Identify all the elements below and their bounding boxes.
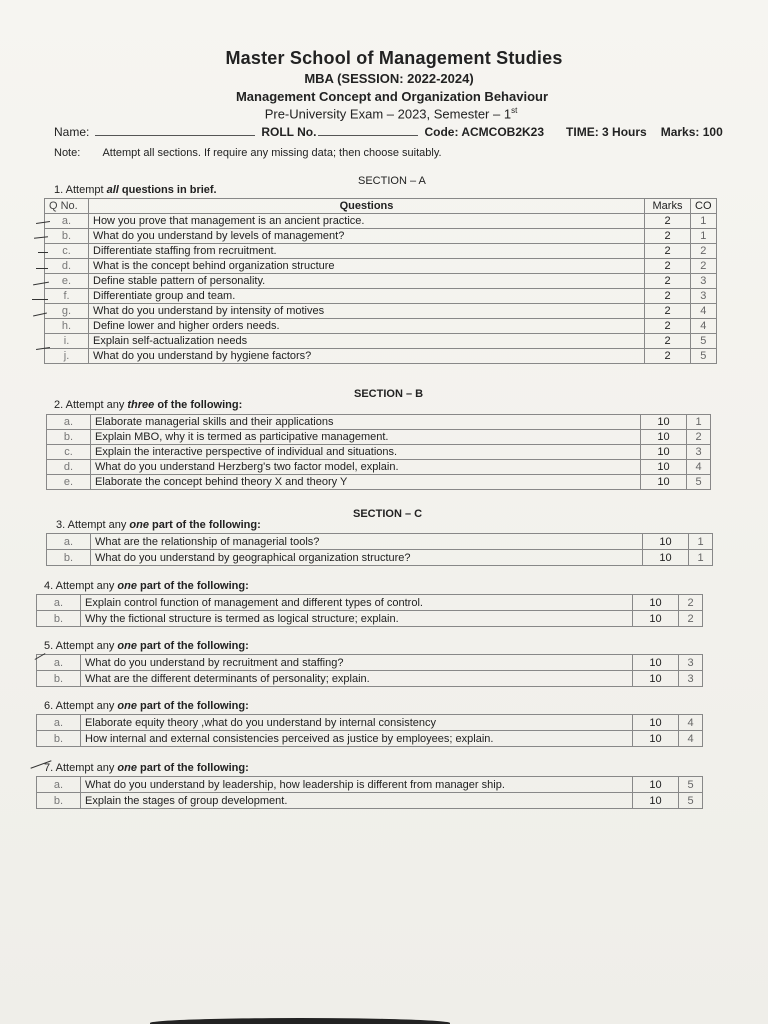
heading-prefix: 4. Attempt any	[44, 580, 118, 592]
question-co: 2	[687, 430, 711, 445]
table-row	[37, 595, 703, 611]
table-row	[37, 793, 703, 809]
heading-prefix: 1. Attempt	[54, 184, 107, 196]
question-number: b.	[37, 671, 81, 687]
section-c-title: SECTION – C	[353, 508, 423, 520]
question-number: a.	[45, 214, 89, 229]
question-7-heading	[44, 762, 249, 774]
heading-em: one	[129, 519, 149, 531]
question-rows	[47, 534, 713, 566]
question-text: Explain the interactive perspective of individual and situations.	[91, 445, 641, 460]
question-co: 3	[691, 289, 717, 304]
heading-em: one	[117, 580, 137, 592]
question-text: How internal and external consistencies perceived as justice by employees; explain.	[81, 731, 633, 747]
question-marks: 10	[633, 671, 679, 687]
question-6-table	[36, 714, 703, 747]
heading-em: one	[117, 640, 137, 652]
question-text: Define lower and higher orders needs.	[89, 319, 645, 334]
note-row	[54, 147, 442, 159]
heading-em: three	[127, 399, 155, 411]
question-number: b.	[47, 430, 91, 445]
question-rows	[37, 715, 703, 747]
question-marks: 10	[643, 534, 689, 550]
question-co: 5	[691, 334, 717, 349]
table-row	[37, 671, 703, 687]
table-row	[45, 304, 717, 319]
question-6-heading	[44, 700, 249, 712]
heading-em: one	[117, 762, 137, 774]
school-name: Master School of Management Studies	[225, 48, 563, 68]
question-marks: 2	[645, 274, 691, 289]
section-b-rows	[47, 415, 711, 490]
table-row	[45, 349, 717, 364]
table-row	[47, 430, 711, 445]
question-co: 5	[691, 349, 717, 364]
question-co: 4	[691, 304, 717, 319]
question-number: a.	[47, 415, 91, 430]
question-text: Explain MBO, why it is termed as participative management.	[91, 430, 641, 445]
table-row	[47, 534, 713, 550]
table-row	[37, 777, 703, 793]
question-text: Why the fictional structure is termed as logical structure; explain.	[81, 611, 633, 627]
question-marks: 2	[645, 259, 691, 274]
question-co: 4	[687, 460, 711, 475]
question-text: What are the relationship of managerial tools?	[91, 534, 643, 550]
heading-suffix: part of the following:	[136, 580, 249, 592]
question-text: Explain self-actualization needs	[89, 334, 645, 349]
question-rows	[37, 595, 703, 627]
section-b-title: SECTION – B	[354, 388, 424, 400]
question-marks: 2	[645, 304, 691, 319]
exam-marks: Marks: 100	[660, 125, 723, 139]
question-text: Define stable pattern of personality.	[89, 274, 645, 289]
heading-suffix: part of the following:	[136, 762, 249, 774]
question-co: 5	[679, 793, 703, 809]
question-text: Explain control function of management and different types of control.	[81, 595, 633, 611]
question-co: 1	[689, 550, 713, 566]
question-marks: 2	[645, 289, 691, 304]
heading-suffix: part of the following:	[136, 700, 249, 712]
question-marks: 2	[645, 244, 691, 259]
table-row	[45, 229, 717, 244]
question-text: Explain the stages of group development.	[81, 793, 633, 809]
question-co: 3	[687, 445, 711, 460]
question-marks: 10	[633, 777, 679, 793]
question-co: 5	[687, 475, 711, 490]
heading-suffix: of the following:	[154, 399, 243, 411]
question-number: b.	[37, 793, 81, 809]
table-row	[45, 274, 717, 289]
table-row	[45, 319, 717, 334]
heading-prefix: 6. Attempt any	[44, 700, 118, 712]
question-3-heading	[56, 519, 261, 531]
question-5-table	[36, 654, 703, 687]
heading-em: one	[117, 700, 137, 712]
subject-title: Management Concept and Organization Behaviour	[235, 89, 549, 104]
question-4-heading	[44, 580, 249, 592]
question-number: f.	[45, 289, 89, 304]
question-5-heading	[44, 640, 249, 652]
question-text: What do you understand by leadership, how leadership is different from manager ship.	[81, 777, 633, 793]
question-marks: 10	[633, 655, 679, 671]
col-qno: Q No.	[45, 199, 89, 214]
page-edge-shadow	[150, 1018, 450, 1024]
name-blank	[95, 126, 255, 136]
question-number: b.	[45, 229, 89, 244]
exam-time: TIME: 3 Hours	[566, 125, 647, 139]
question-4-table	[36, 594, 703, 627]
question-marks: 10	[633, 793, 679, 809]
question-text: What do you understand by hygiene factors?	[89, 349, 645, 364]
question-marks: 10	[641, 415, 687, 430]
question-marks: 10	[633, 611, 679, 627]
heading-suffix: questions in brief.	[118, 184, 217, 196]
question-marks: 10	[641, 445, 687, 460]
heading-suffix: part of the following:	[136, 640, 249, 652]
question-number: a.	[37, 655, 81, 671]
note-text: Attempt all sections. If require any missing data; then choose suitably.	[102, 147, 442, 159]
question-text: How you prove that management is an ancient practice.	[89, 214, 645, 229]
heading-em: all	[106, 184, 119, 196]
question-number: a.	[37, 777, 81, 793]
question-marks: 2	[645, 334, 691, 349]
question-co: 4	[691, 319, 717, 334]
exam-title	[14, 106, 768, 121]
roll-blank	[318, 126, 418, 136]
section-a-table	[44, 198, 717, 364]
question-3-table	[46, 533, 713, 566]
heading-prefix: 7. Attempt any	[44, 762, 118, 774]
question-number: b.	[37, 731, 81, 747]
exam-text: Pre-University Exam – 2023, Semester – 1	[264, 106, 512, 122]
heading-prefix: 2. Attempt any	[54, 399, 128, 411]
table-row	[47, 445, 711, 460]
section-a-heading	[54, 184, 217, 196]
table-row	[45, 334, 717, 349]
question-co: 1	[691, 214, 717, 229]
question-number: i.	[45, 334, 89, 349]
col-co: CO	[691, 199, 717, 214]
paper-header	[0, 48, 768, 121]
question-number: a.	[47, 534, 91, 550]
heading-prefix: 5. Attempt any	[44, 640, 118, 652]
table-row	[45, 289, 717, 304]
question-text: Elaborate the concept behind theory X and theory Y	[91, 475, 641, 490]
question-number: c.	[47, 445, 91, 460]
question-co: 2	[691, 259, 717, 274]
question-7-table	[36, 776, 703, 809]
table-row	[37, 611, 703, 627]
question-marks: 2	[645, 349, 691, 364]
question-number: e.	[45, 274, 89, 289]
question-number: b.	[47, 550, 91, 566]
table-row	[47, 415, 711, 430]
table-row	[37, 731, 703, 747]
table-row	[45, 214, 717, 229]
table-row	[37, 715, 703, 731]
meta-row	[54, 125, 734, 139]
note-label: Note:	[54, 147, 81, 159]
question-number: h.	[45, 319, 89, 334]
table-row	[37, 655, 703, 671]
section-b-table	[46, 414, 711, 490]
question-text: Differentiate staffing from recruitment.	[89, 244, 645, 259]
question-number: j.	[45, 349, 89, 364]
question-co: 2	[691, 244, 717, 259]
question-text: What do you understand Herzberg's two factor model, explain.	[91, 460, 641, 475]
table-row	[47, 475, 711, 490]
question-text: What are the different determinants of personality; explain.	[81, 671, 633, 687]
name-label: Name:	[54, 125, 90, 139]
question-text: What do you understand by geographical organization structure?	[91, 550, 643, 566]
question-marks: 10	[633, 731, 679, 747]
program-session: MBA (SESSION: 2022-2024)	[304, 71, 474, 86]
question-rows	[37, 777, 703, 809]
section-a-title: SECTION – A	[358, 175, 426, 187]
question-co: 2	[679, 611, 703, 627]
pen-tick	[38, 252, 48, 253]
question-marks: 10	[633, 715, 679, 731]
question-co: 1	[691, 229, 717, 244]
section-a-rows	[45, 214, 717, 364]
question-co: 3	[679, 655, 703, 671]
heading-suffix: part of the following:	[148, 519, 261, 531]
question-text: Elaborate equity theory ,what do you understand by internal consistency	[81, 715, 633, 731]
question-marks: 10	[633, 595, 679, 611]
question-rows	[37, 655, 703, 687]
question-number: g.	[45, 304, 89, 319]
col-marks: Marks	[645, 199, 691, 214]
question-number: b.	[37, 611, 81, 627]
question-co: 1	[689, 534, 713, 550]
question-text: What do you understand by intensity of motives	[89, 304, 645, 319]
question-marks: 2	[645, 319, 691, 334]
question-co: 2	[679, 595, 703, 611]
table-row	[47, 550, 713, 566]
question-text: Differentiate group and team.	[89, 289, 645, 304]
table-row	[45, 244, 717, 259]
pen-tick	[32, 299, 48, 300]
question-co: 3	[679, 671, 703, 687]
heading-prefix: 3. Attempt any	[56, 519, 130, 531]
table-row	[47, 460, 711, 475]
question-co: 5	[679, 777, 703, 793]
col-questions: Questions	[89, 199, 645, 214]
exam-sup: st	[511, 106, 518, 115]
question-co: 4	[679, 715, 703, 731]
pen-tick	[36, 268, 48, 269]
exam-code: Code: ACMCOB2K23	[424, 125, 545, 139]
question-number: c.	[45, 244, 89, 259]
question-text: What do you understand by recruitment and staffing?	[81, 655, 633, 671]
table-header-row	[45, 199, 717, 214]
question-marks: 2	[645, 229, 691, 244]
question-number: d.	[47, 460, 91, 475]
question-text: What is the concept behind organization structure	[89, 259, 645, 274]
question-marks: 10	[641, 475, 687, 490]
question-co: 1	[687, 415, 711, 430]
question-number: a.	[37, 715, 81, 731]
question-marks: 10	[641, 460, 687, 475]
question-marks: 10	[641, 430, 687, 445]
question-number: e.	[47, 475, 91, 490]
question-text: What do you understand by levels of management?	[89, 229, 645, 244]
question-text: Elaborate managerial skills and their applications	[91, 415, 641, 430]
question-co: 3	[691, 274, 717, 289]
table-row	[45, 259, 717, 274]
section-b-heading	[54, 399, 242, 411]
question-marks: 2	[645, 214, 691, 229]
question-number: a.	[37, 595, 81, 611]
question-number: d.	[45, 259, 89, 274]
question-marks: 10	[643, 550, 689, 566]
question-co: 4	[679, 731, 703, 747]
roll-label: ROLL No.	[261, 125, 317, 139]
